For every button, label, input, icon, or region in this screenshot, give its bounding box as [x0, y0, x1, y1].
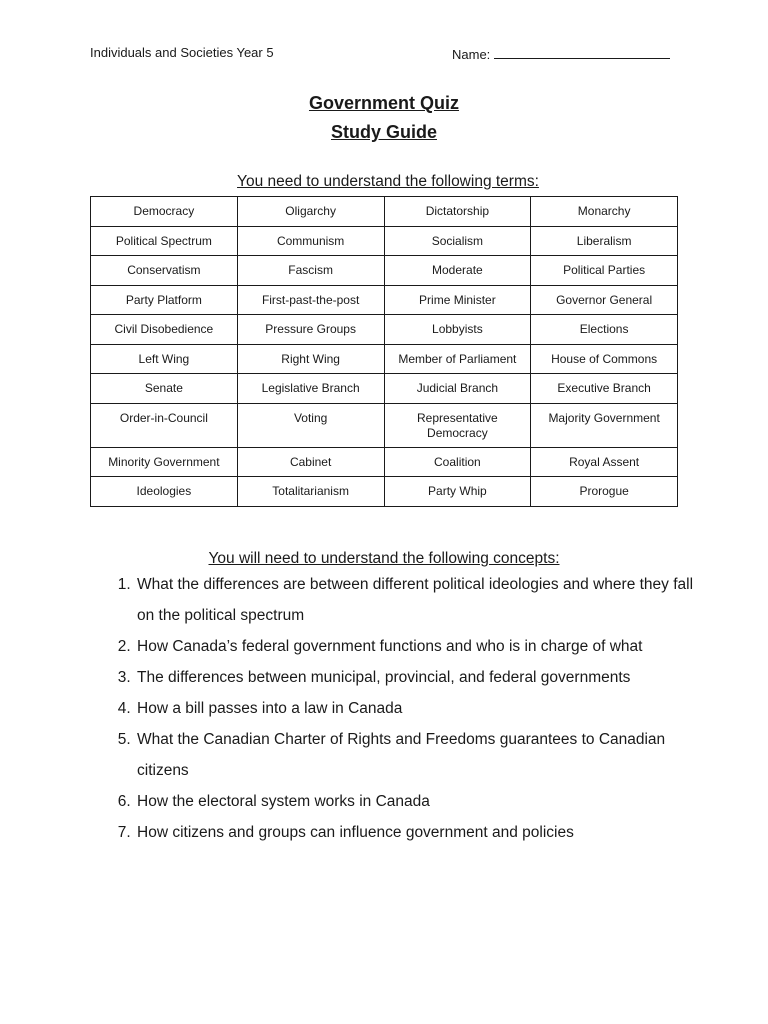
term-cell: Senate: [91, 374, 238, 404]
term-cell: Democracy: [91, 197, 238, 227]
course-label: Individuals and Societies Year 5: [90, 45, 274, 60]
list-item: 2. How Canada’s federal government functions and who is in charge of what: [135, 631, 705, 662]
term-cell: Voting: [237, 403, 384, 447]
table-row: [91, 315, 678, 345]
table-row: [91, 374, 678, 404]
term-cell: Lobbyists: [384, 315, 531, 345]
list-item: 4. How a bill passes into a law in Canada: [135, 693, 705, 724]
term-cell: Monarchy: [531, 197, 678, 227]
terms-table: [90, 196, 678, 507]
term-cell: Prime Minister: [384, 285, 531, 315]
term-cell: Representative Democracy: [384, 403, 531, 447]
name-label: Name:: [452, 47, 491, 62]
term-cell: Political Spectrum: [91, 226, 238, 256]
list-item: 5. What the Canadian Charter of Rights and Freedoms guarantees to Canadian citizens: [135, 724, 705, 786]
term-cell: Order-in-Council: [91, 403, 238, 447]
term-cell: House of Commons: [531, 344, 678, 374]
term-cell: Party Whip: [384, 477, 531, 507]
term-cell: Conservatism: [91, 256, 238, 286]
term-cell: Member of Parliament: [384, 344, 531, 374]
term-cell: Prorogue: [531, 477, 678, 507]
term-cell: Governor General: [531, 285, 678, 315]
term-cell: Party Platform: [91, 285, 238, 315]
name-field: [452, 45, 670, 62]
table-row: [91, 344, 678, 374]
term-cell: Judicial Branch: [384, 374, 531, 404]
table-row: [91, 197, 678, 227]
term-cell: Civil Disobedience: [91, 315, 238, 345]
document-subtitle: Study Guide: [330, 122, 437, 142]
table-row: [91, 403, 678, 447]
table-row: [91, 447, 678, 477]
term-cell: First-past-the-post: [237, 285, 384, 315]
term-cell: Coalition: [384, 447, 531, 477]
term-cell: Majority Government: [531, 403, 678, 447]
term-cell: Right Wing: [237, 344, 384, 374]
term-cell: Political Parties: [531, 256, 678, 286]
term-cell: Cabinet: [237, 447, 384, 477]
document-title: Government Quiz: [308, 93, 460, 113]
term-cell: Totalitarianism: [237, 477, 384, 507]
term-cell: Oligarchy: [237, 197, 384, 227]
term-cell: Left Wing: [91, 344, 238, 374]
table-row: [91, 477, 678, 507]
term-cell: Ideologies: [91, 477, 238, 507]
terms-heading: You need to understand the following terms:: [237, 173, 539, 190]
term-cell: Royal Assent: [531, 447, 678, 477]
list-item: 6. How the electoral system works in Canada: [135, 786, 705, 817]
table-row: [91, 256, 678, 286]
term-cell: Dictatorship: [384, 197, 531, 227]
name-blank-line: [494, 45, 670, 59]
term-cell: Legislative Branch: [237, 374, 384, 404]
page-header: [90, 45, 680, 65]
term-cell: Communism: [237, 226, 384, 256]
list-item: 7. How citizens and groups can influence government and policies: [135, 817, 705, 848]
term-cell: Pressure Groups: [237, 315, 384, 345]
list-item: 3. The differences between municipal, provincial, and federal governments: [135, 662, 705, 693]
table-row: [91, 285, 678, 315]
table-row: [91, 226, 678, 256]
concepts-list: [113, 569, 705, 848]
term-cell: Socialism: [384, 226, 531, 256]
term-cell: Executive Branch: [531, 374, 678, 404]
term-cell: Fascism: [237, 256, 384, 286]
list-item: 1. What the differences are between different political ideologies and where they fall on the political spectrum: [135, 569, 705, 631]
term-cell: Moderate: [384, 256, 531, 286]
term-cell: Elections: [531, 315, 678, 345]
term-cell: Liberalism: [531, 226, 678, 256]
term-cell: Minority Government: [91, 447, 238, 477]
concepts-heading: You will need to understand the following concepts:: [208, 550, 560, 567]
